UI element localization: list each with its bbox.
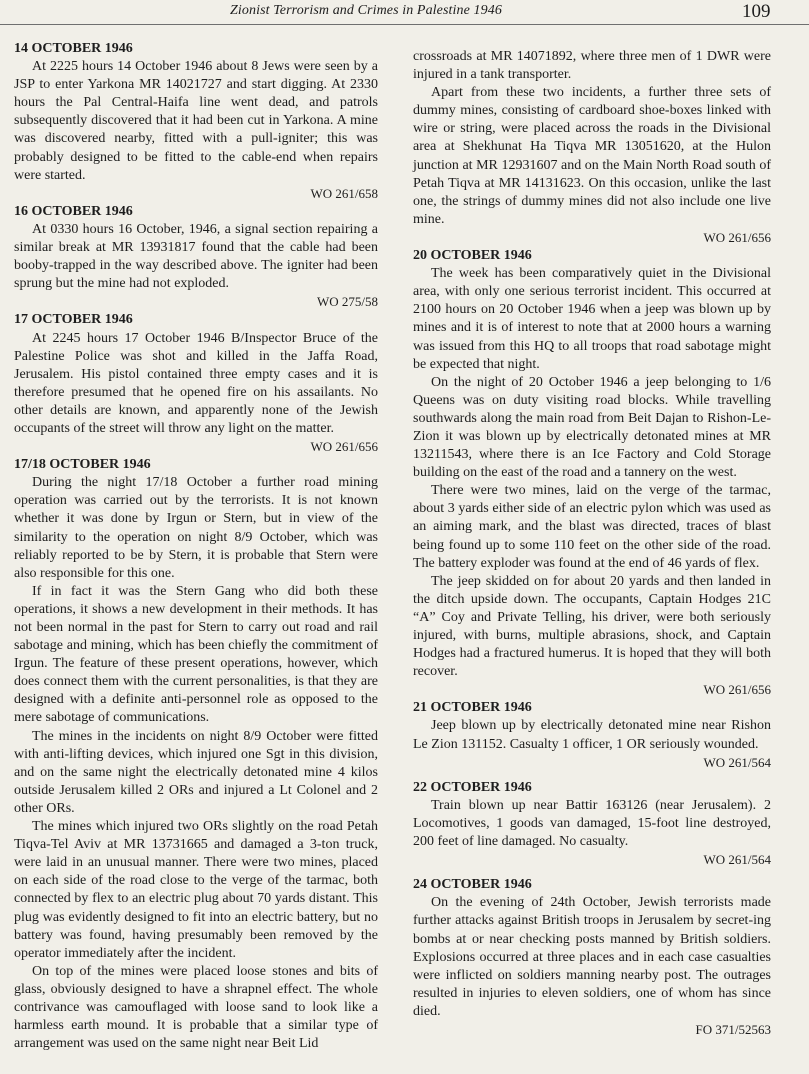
paragraph: The mines which injured two ORs slightly on the road Petah Tiqva-Tel Aviv at MR 13731665 and damaged a 3-ton truck, were laid in an unusual manner. There were two mines, placed on each side of the road close to the verge of the tarmac, both connected by flex to an electric plug about 70 yards distant. This plug was evidently designed to fit into an electric battery, but no battery was found, having presumably been removed by the operator immediately after the incident. xyxy=(14,819,378,961)
page-number: 109 xyxy=(742,1,771,22)
source-reference: WO 261/564 xyxy=(703,852,771,868)
source-reference: WO 261/656 xyxy=(310,439,378,455)
paragraph: During the night 17/18 October a further road mining operation was carried out by the terrorists. It is not known whether it was done by Irgun or Stern, but in view of the similarity to the operation on night 8/9 October, which was reliably reported to be by Stern, it is probable that Stern were also responsible for this one. xyxy=(14,475,378,581)
paragraph: At 2245 hours 17 October 1946 B/Inspector Bruce of the Palestine Police was shot and killed in the Jaffa Road, Jerusalem. His pistol contained three empty cases and it is therefore presumed that he opened fire on his assailants. No other details are known, and apparently none of the Jewish occupants of the street will throw any light on the matter. xyxy=(14,330,378,436)
source-reference: FO 371/52563 xyxy=(695,1021,771,1037)
paragraph: There were two mines, laid on the verge of the tarmac, about 3 yards either side of an electric pylon which was used as an aiming mark, and the blast was directed, traces of blast being found up to some 110 feet on the other side of the road. The battery exploder was found at the end of 46 yards of flex. xyxy=(413,483,771,571)
paragraph: Train blown up near Battir 163126 (near Jerusalem). 2 Locomotives, 1 goods van damaged, 15-foot line destroyed, 200 feet of line damaged. No casualty. xyxy=(413,797,771,850)
section-heading: 24 OCTOBER 1946 xyxy=(413,877,532,893)
running-title: Zionist Terrorism and Crimes in Palestine 1946 xyxy=(230,3,502,18)
paragraph-continued: crossroads at MR 14071892, where three men of 1 DWR were injured in a tank transporter. xyxy=(413,49,771,83)
source-reference: WO 261/564 xyxy=(703,754,771,770)
paragraph: At 2225 hours 14 October 1946 about 8 Jews were seen by a JSP to enter Yarkona MR 14021727 and start digging. At 2330 hours the Pal Central-Haifa line went dead, and patrols subsequently discovered that it had been cut in Yarkona. A mine was discovered nearby, fitted with a pull-igniter; this was probably designed to be fitted to the cable-end when repairs were started. xyxy=(14,59,378,183)
paragraph: The week has been comparatively quiet in the Divisional area, with only one serious terrorist incident. This occurred at 2100 hours on 20 October 1946 when a jeep was blown up by mines and it is of interest to note that at 2000 hours a warning was issued from this HQ to all troops that road sabotage might be expected that night. xyxy=(413,266,771,372)
paragraph: Jeep blown up by electrically detonated mine near Rishon Le Zion 131152. Casualty 1 officer, 1 OR seriously wounded. xyxy=(413,718,771,752)
section-heading: 17 OCTOBER 1946 xyxy=(14,312,133,328)
paragraph: On the evening of 24th October, Jewish terrorists made further attacks against British troops in Jerusalem by secret-ing bombs at or near checking posts manned by British soldiers. Explosions occurred at three places and in each case casualties were inflicted on soldiers manning nearby post. The outrages resulted in injuries to eleven soldiers, one of whom has since died. xyxy=(413,895,771,1019)
source-reference: WO 261/658 xyxy=(310,185,378,201)
section-heading: 20 OCTOBER 1946 xyxy=(413,248,532,264)
source-reference: WO 261/656 xyxy=(703,229,771,245)
paragraph: On the night of 20 October 1946 a jeep belonging to 1/6 Queens was on duty visiting road blocks. While travelling southwards along the main road from Beit Dajan to Rishon-Le-Zion it was blown up by electrically detonated mines at MR 13211543, where there is an Ice Factory and Cold Storage building on the east of the road and a tannery on the west. xyxy=(413,374,771,481)
left-column xyxy=(14,40,378,1053)
section-heading: 21 OCTOBER 1946 xyxy=(413,700,532,716)
paragraph: On top of the mines were placed loose stones and bits of glass, obviously designed to have a shrapnel effect. The whole contrivance was camouflaged with loose sand to look like a harmless earth mound. It is probable that a similar type of arrangement was used on the same night near Beit Lid xyxy=(14,963,378,1052)
paragraph: If in fact it was the Stern Gang who did both these operations, it shows a new development in their methods. It has not been normal in the past for Stern to carry out road and rail sabotage and mining, which has been chiefly the commitment of Irgun. The feature of these present operations, however, which does connect them with the current personalities, is that they are designed with a definite anti-personnel role as opposed to the mere sabotage of communications. xyxy=(14,583,378,726)
section-heading: 16 OCTOBER 1946 xyxy=(14,203,133,219)
section-heading: 17/18 OCTOBER 1946 xyxy=(14,457,151,473)
page-header xyxy=(0,0,809,26)
section-heading: 14 OCTOBER 1946 xyxy=(14,41,133,56)
paragraph: At 0330 hours 16 October, 1946, a signal section repairing a similar break at MR 13931817 found that the cable had been booby-trapped in the way described above. The igniter had been sprung but the mine had not exploded. xyxy=(14,221,378,292)
source-reference: WO 275/58 xyxy=(316,294,378,310)
paragraph: The mines in the incidents on night 8/9 October were fitted with anti-lifting devices, which injured one Sgt in this division, and on the same night the electrically detonated mine 4 kilos outside Jerusalem killed 2 ORs and injured a Lt Colonel and 2 other ORs. xyxy=(14,728,378,816)
paragraph: The jeep skidded on for about 20 yards and then landed in the ditch upside down. The occupants, Captain Hodges 21C “A” Coy and Private Telling, his driver, were both seriously injured, with burns, multiple abrasions, shock, and Captain Hodges had a fractured humerus. It is hoped that they will both recover. xyxy=(413,573,771,680)
paragraph: Apart from these two incidents, a further three sets of dummy mines, consisting of cardboard shoe-boxes linked with wire or string, were placed across the roads in the Divisional area at Shekhunat Ha Tiqva MR 13051620, at the Hulon junction at MR 12931607 and on the Main North Road south of Petah Tiqva at MR 14131623. On this occasion, unlike the last one, the strings of dummy mines did not also include one live mine. xyxy=(413,85,771,227)
right-column xyxy=(413,48,771,1039)
section-heading: 22 OCTOBER 1946 xyxy=(413,779,532,795)
header-rule xyxy=(0,24,809,25)
spacer xyxy=(413,869,771,876)
spacer xyxy=(413,772,771,779)
source-reference: WO 261/656 xyxy=(703,682,771,698)
